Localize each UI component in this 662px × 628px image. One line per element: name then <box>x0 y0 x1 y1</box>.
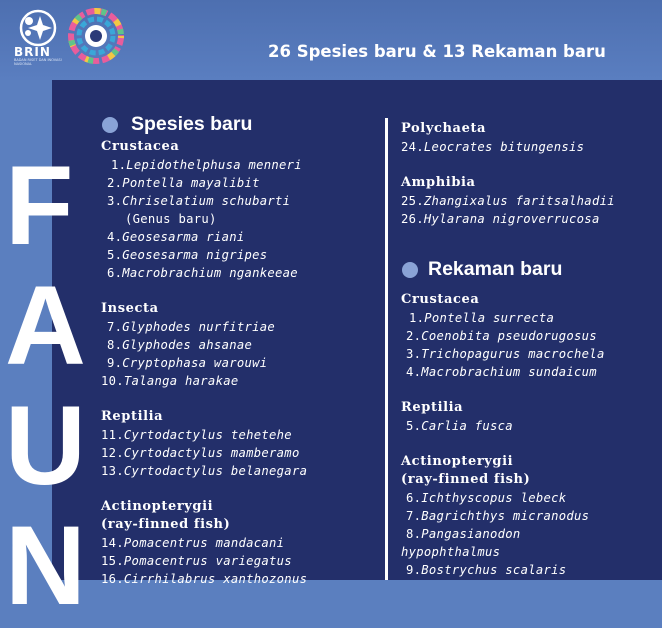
group-title: Crustacea <box>401 292 480 307</box>
record-item: 2.Coenobita pseudorugosus <box>406 329 597 343</box>
new-records-column <box>401 291 605 579</box>
group-title: Insecta <box>101 301 159 316</box>
record-item: 7.Bagrichthys micranodus <box>406 509 590 523</box>
group-title: Crustacea <box>101 139 180 154</box>
species-item: 12.Cyrtodactylus mamberamo <box>101 446 300 460</box>
group-title: Polychaeta <box>401 121 487 136</box>
page-title: 26 Spesies baru & 13 Rekaman baru <box>268 42 606 61</box>
brin-logo-name: BRIN <box>14 45 51 59</box>
record-item-continued: hypophthalmus <box>401 545 501 559</box>
species-item: 5.Geosesarma nigripes <box>107 248 268 262</box>
species-item: 7.Glyphodes nurfitriae <box>107 320 276 334</box>
faun-letter-1: F <box>5 143 74 268</box>
species-item: 25.Zhangixalus faritsalhadii <box>401 194 615 208</box>
record-item: 1.Pontella surrecta <box>409 311 555 325</box>
section-title-new-records: Rekaman baru <box>428 258 563 280</box>
brin-logo-subtitle: BADAN RISET DAN INOVASI NASIONAL <box>14 58 62 66</box>
species-item: 6.Macrobrachium ngankeeae <box>107 266 298 280</box>
species-item: 2.Pontella mayalibit <box>107 176 260 190</box>
species-item: 11.Cyrtodactylus tehetehe <box>101 428 292 442</box>
faun-letter-4: N <box>5 503 86 628</box>
species-item: 26.Hylarana nigroverrucosa <box>401 212 600 226</box>
group-title: Actinopterygii <box>101 499 214 514</box>
biodiversity-wheel-logo-icon <box>68 8 124 64</box>
group-title: Actinopterygii <box>401 454 514 469</box>
new-species-right-column <box>401 120 615 228</box>
species-item: 10.Talanga harakae <box>101 374 239 388</box>
faun-letter-2: A <box>5 263 86 388</box>
species-item: 15.Pomacentrus variegatus <box>101 554 292 568</box>
section-title-new-species: Spesies baru <box>131 113 253 135</box>
group-title: Amphibia <box>401 175 476 190</box>
group-subtitle: (ray-finned fish) <box>101 517 231 532</box>
record-item: 3.Trichopagurus macrochela <box>406 347 605 361</box>
species-item: 3.Chriselatium schubarti <box>107 194 291 208</box>
species-item: 24.Leocrates bitungensis <box>401 140 585 154</box>
bullet-icon <box>402 262 418 278</box>
record-item: 8.Pangasianodon <box>406 527 521 541</box>
species-item: 8.Glyphodes ahsanae <box>107 338 253 352</box>
new-species-left-column <box>101 138 307 588</box>
group-subtitle: (ray-finned fish) <box>401 472 531 487</box>
species-item: 13.Cyrtodactylus belanegara <box>101 464 308 478</box>
record-item: 4.Macrobrachium sundaicum <box>406 365 597 379</box>
species-note: (Genus baru) <box>125 212 217 226</box>
species-item: 9.Cryptophasa warouwi <box>107 356 268 370</box>
species-item: 1.Lepidothelphusa menneri <box>111 158 302 172</box>
faun-letter-3: U <box>5 383 86 508</box>
group-title: Reptilia <box>401 400 464 415</box>
species-item: 4.Geosesarma riani <box>107 230 245 244</box>
record-item: 5.Carlia fusca <box>406 419 513 433</box>
species-item: 14.Pomacentrus mandacani <box>101 536 285 550</box>
record-item: 9.Bostrychus scalaris <box>406 563 567 577</box>
bullet-icon <box>102 117 118 133</box>
column-divider <box>385 118 388 580</box>
group-title: Reptilia <box>101 409 164 424</box>
record-item: 6.Ichthyscopus lebeck <box>406 491 567 505</box>
species-item: 16.Cirrhilabrus xanthozonus <box>101 572 308 586</box>
